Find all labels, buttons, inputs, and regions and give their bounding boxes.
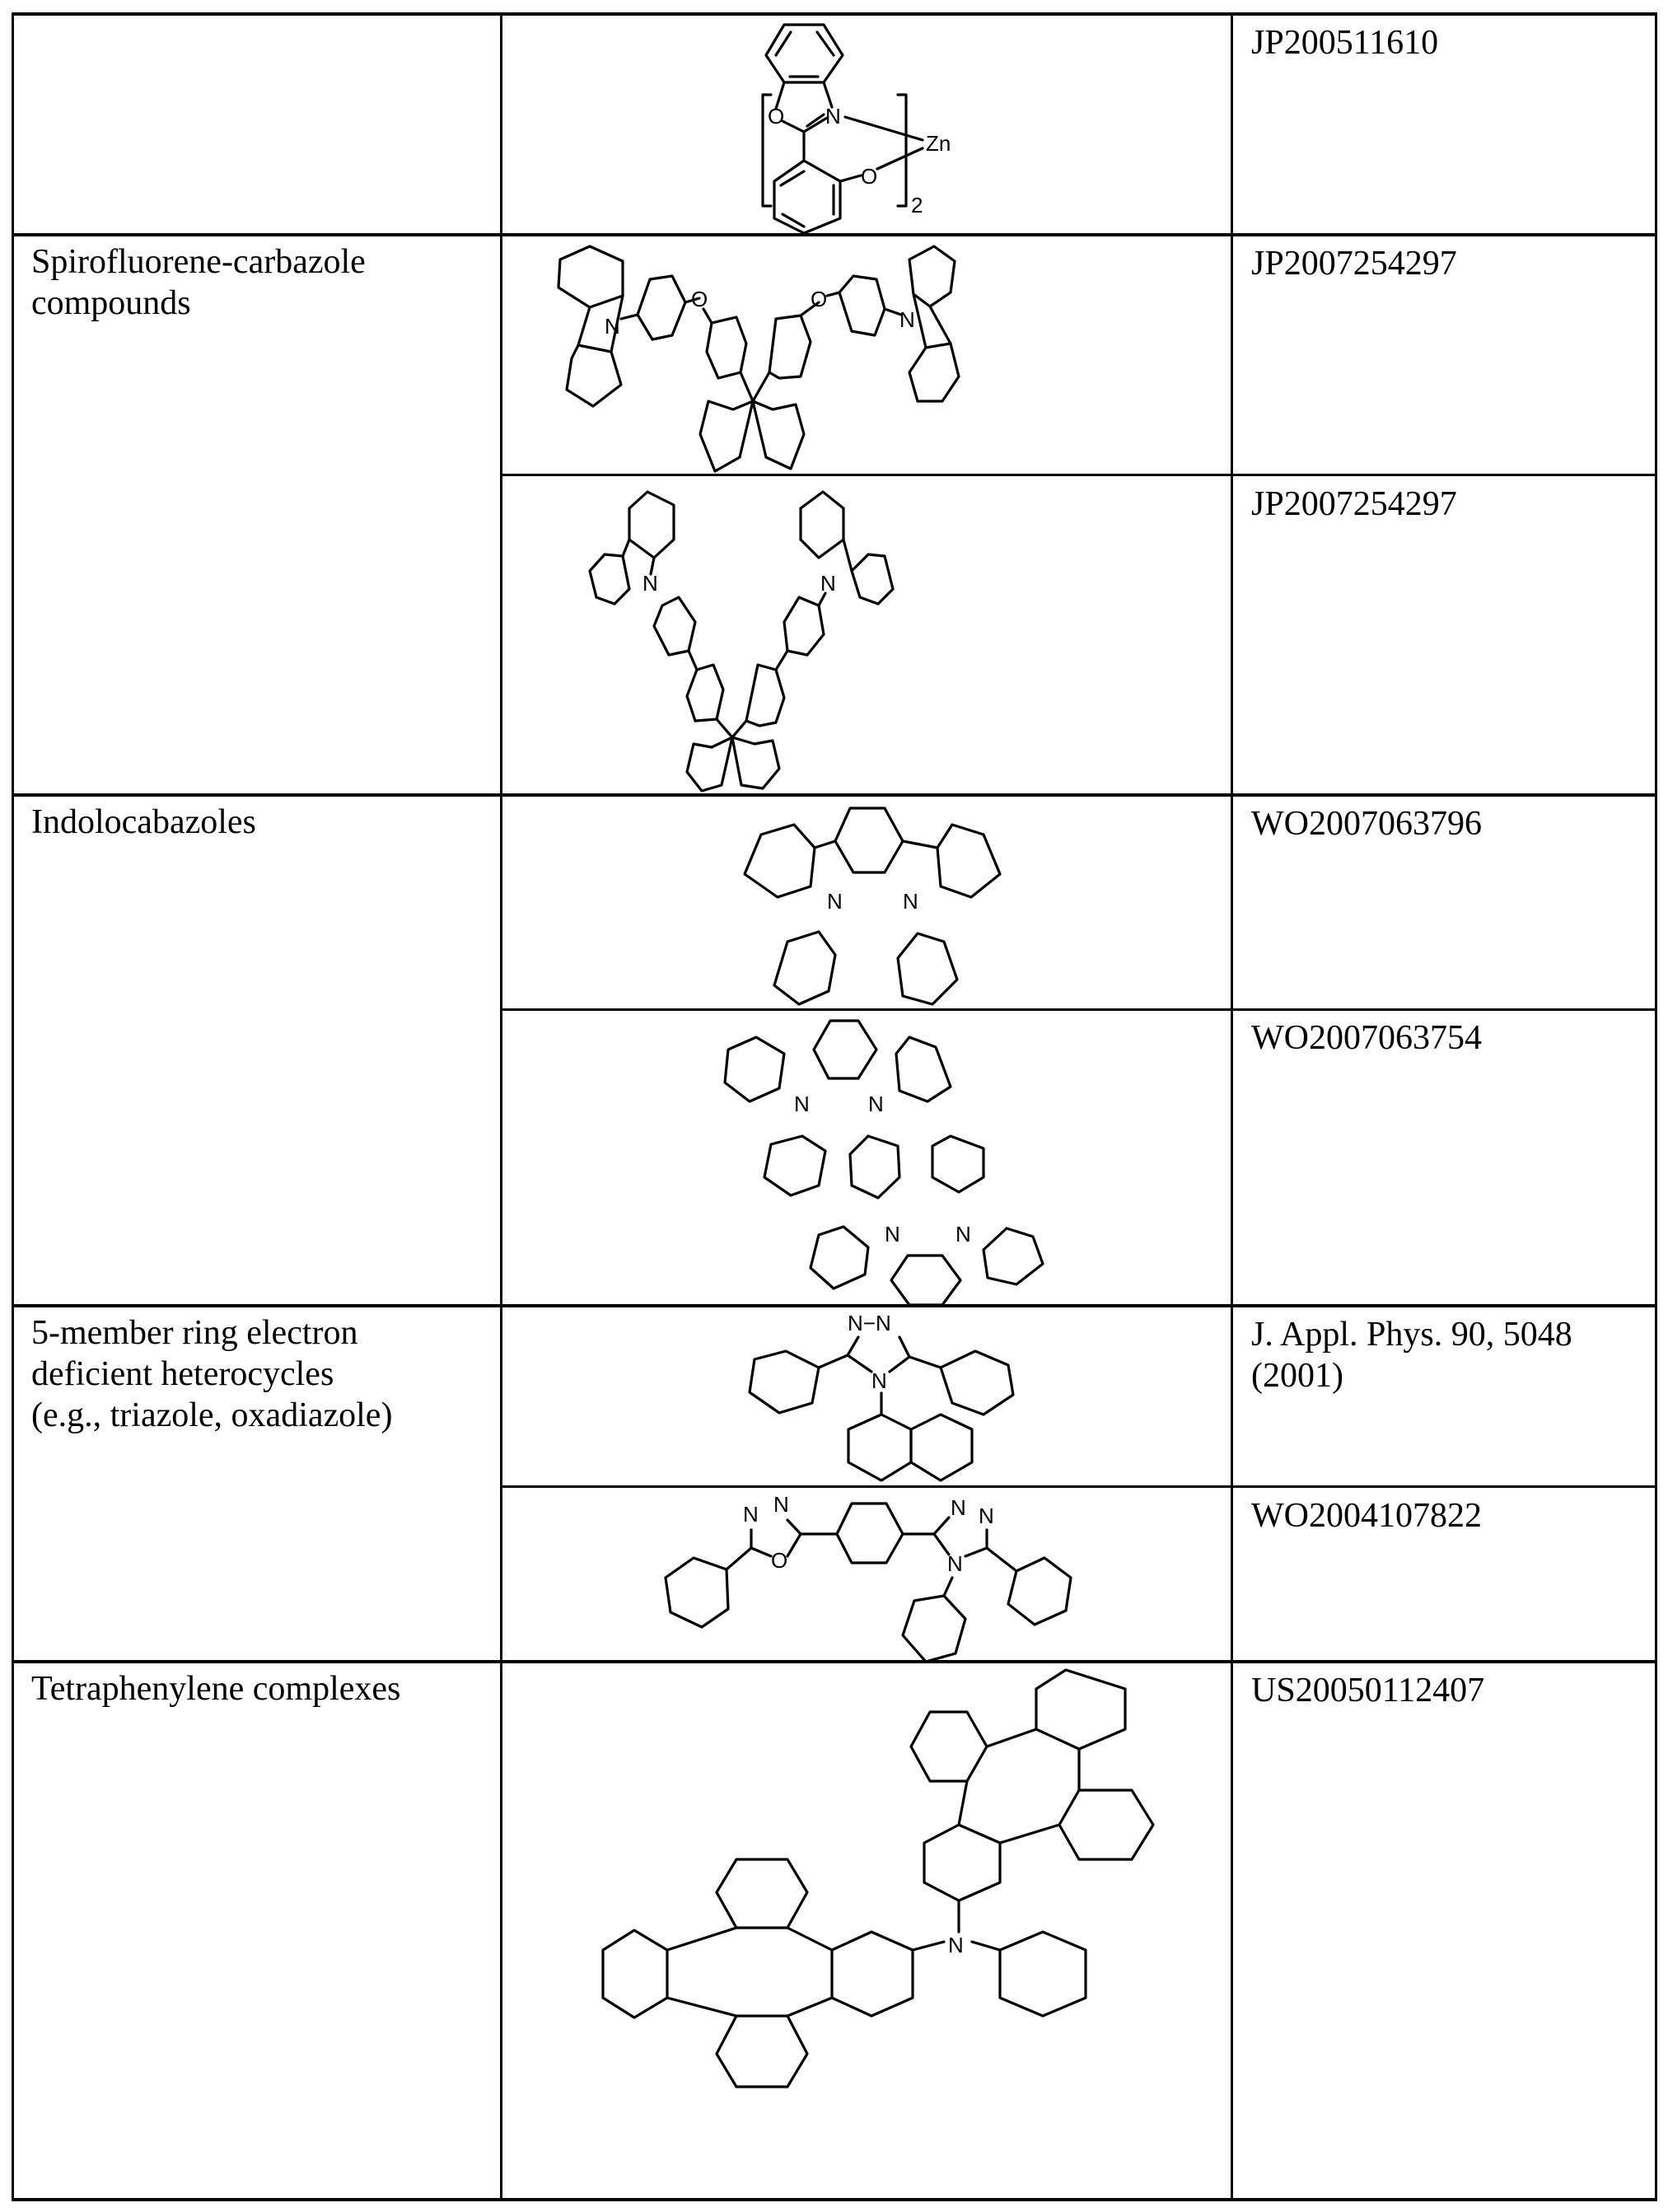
atom-o: O [768,104,785,129]
atom-n: N [955,1222,971,1246]
zn-benzoxazole-structure [725,12,1005,233]
reference-row-8: US20050112407 [1251,1672,1485,1709]
subscript-2: 2 [911,193,923,217]
atom-n: N [825,104,841,129]
atom-o: O [691,287,708,311]
atom-n: N [773,1492,789,1517]
reference-row-7: WO2004107822 [1251,1497,1482,1535]
atom-n: N [951,1495,966,1520]
reference-row-2: JP2007254297 [1251,245,1457,283]
column-divider [500,12,502,2201]
category-tetraphenylene: Tetraphenylene complexes [31,1670,401,1708]
row-divider [500,1008,1657,1011]
spirofluorene-carbazole-biphenyl-structure [572,482,1082,795]
atom-o: O [811,287,828,311]
triazole-naphthyl-structure [736,1306,1033,1483]
reference-table [12,12,1657,2201]
reference-row-5: WO2007063754 [1251,1019,1482,1057]
atom-n: N [947,1551,963,1576]
atom-n: N [979,1504,994,1528]
spirofluorene-carbazole-ether-structure [539,236,1264,475]
atom-n: N [885,1222,900,1246]
category-spirofluorene-carbazole: Spirofluorene-carbazole compounds [31,243,366,322]
row-divider [500,1485,1657,1488]
atom-n: N [827,889,843,914]
atom-n: N [642,571,658,596]
atom-zn: Zn [926,131,951,156]
atom-o: O [771,1548,788,1573]
atom-n: N [903,889,918,914]
category-five-member-heterocycles: 5-member ring electron deficient heterocycles (e.g., triazole, oxadiazole) [31,1314,393,1434]
indolocarbazole-structure [728,800,1025,1006]
reference-row-4: WO2007063796 [1251,805,1482,843]
atom-o: O [861,164,878,189]
atom-n: N [820,571,836,596]
table-border-right [1655,12,1657,2201]
atom-n: N [794,1092,810,1116]
category-indolocarbazoles: Indolocabazoles [31,803,256,841]
table-border-left [12,12,14,2201]
atom-n: N [899,307,915,332]
reference-row-3: JP2007254297 [1251,485,1457,523]
atom-n: N [868,1092,884,1116]
bis-indolocarbazole-structure [703,1012,1049,1301]
atom-nn: N−N [848,1311,891,1335]
atom-n: N [605,314,620,339]
atom-n: N [743,1502,759,1527]
reference-row-6: J. Appl. Phys. 90, 5048 (2001) [1251,1316,1572,1395]
atom-n: N [871,1368,887,1393]
oxadiazole-triazole-structure [654,1489,1099,1658]
atom-n: N [948,1933,964,1957]
tetraphenylene-amine-structure [588,1652,1165,2196]
table-border-bottom [12,2198,1657,2201]
reference-row-1: JP200511610 [1251,24,1439,62]
